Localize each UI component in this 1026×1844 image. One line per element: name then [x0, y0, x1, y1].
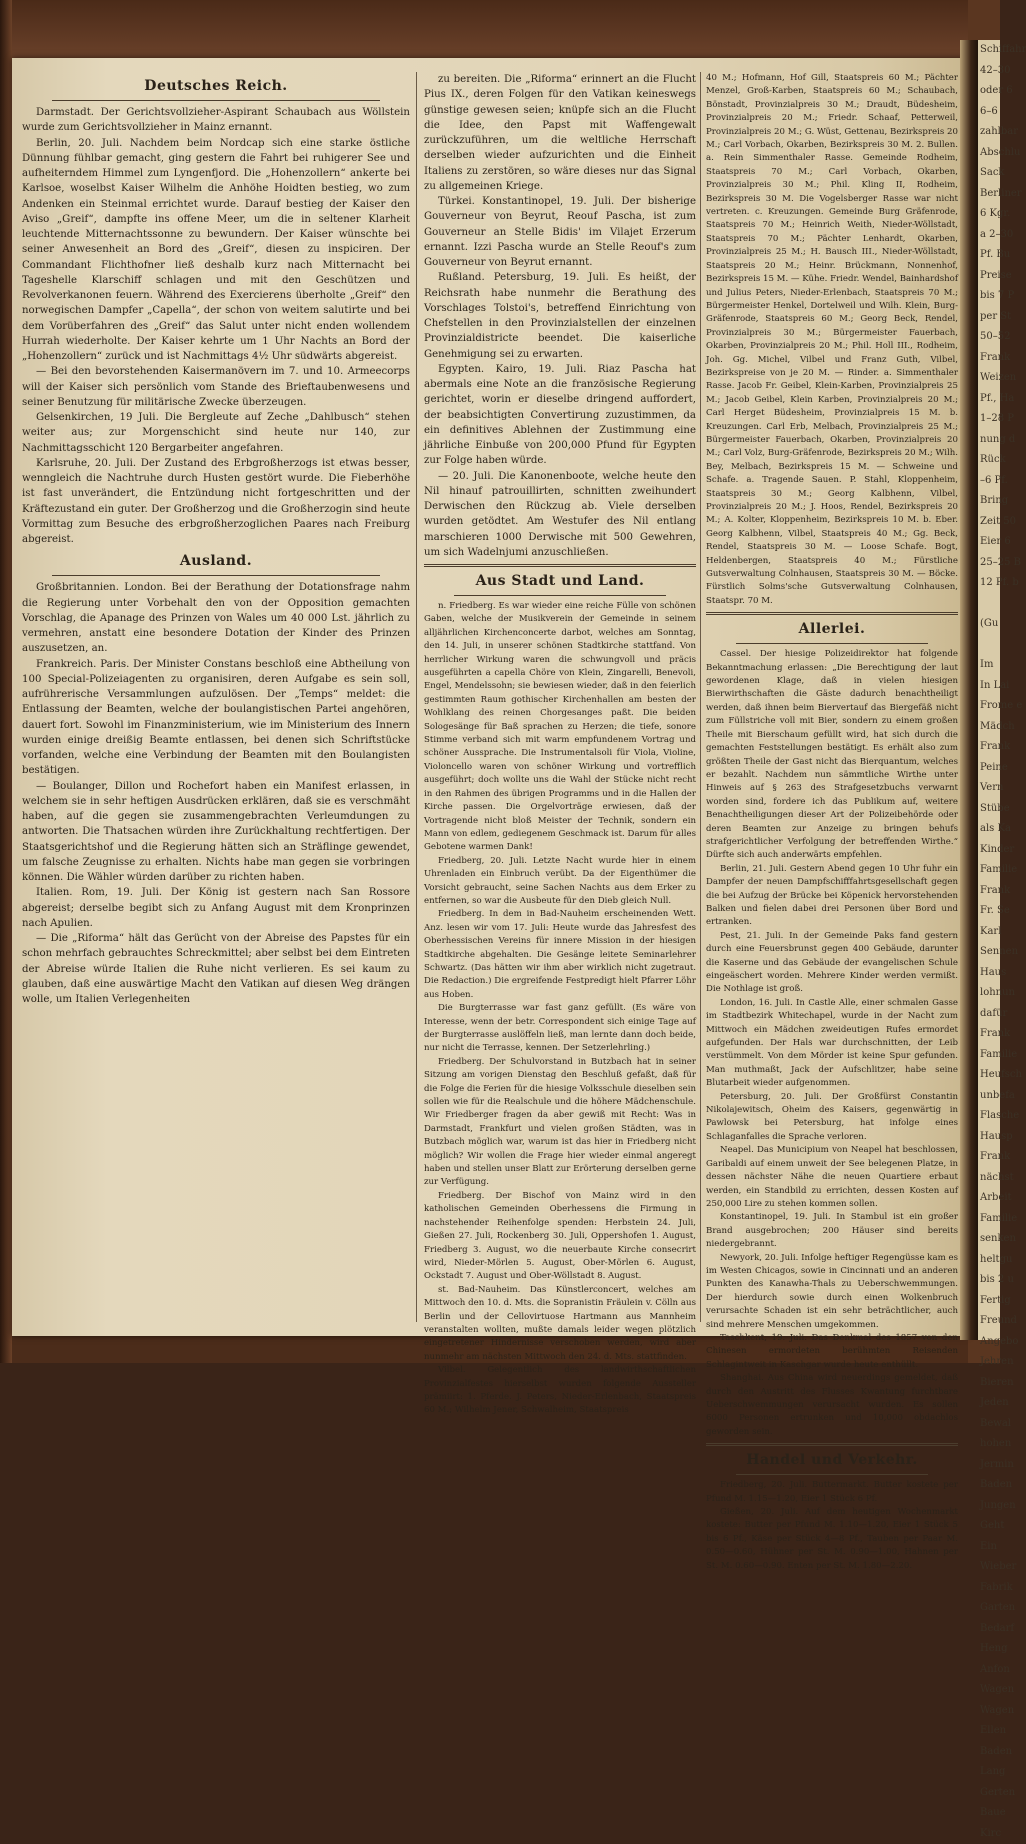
- next-page-fragment: Frank: [978, 1147, 1000, 1168]
- article: 40 M.; Hofmann, Hof Gill, Staatspreis 60 M.; Pächter Menzel, Groß-Karben, Staatspreis 60 M.; Schaubach, Bönstadt, Provinzialpreis 30 M.; Draudt, Büdesheim, Provinzialpreis 20 M.; Friedr. Schaaf, Petterweil, Provinzialpreis 20 M.; G. Wüst, Gettenau, Bezirkspreis 20 M.; Carl Vorbach, Okarben, Bezirkspreis 30 M. 2. Bullen. a. Rein Simmenthaler Rasse. Gemeinde Rodheim, Staatspreis 70 M.; Carl Vorbach, Okarben, Provinzialpreis 30 M.; Phil. Kling II, Rodheim, Bezirkspreis 30 M. Die Vogelsberger Rasse war nicht vertreten. c. Kreuzungen. Gemeinde Burg Gräfenrode, Staatspreis 70 M.; Heinrich Weith, Nieder-Wöllstadt, Staatspreis 70 M.; Pächter Lenhardt, Okarben, Provinzialpreis 25 M.; H. Bausch III., Nieder-Wöllstadt, Staatspreis 20 M.; Heinr. Brückmann, Nonnenhof, Bezirkspreis 15 M. — Kühe. Friedr. Wendel, Bainhardshof und Julius Peters, Nieder-Erlenbach, Staatspreis 70 M.; Bürgermeister Henkel, Dortelweil und Wilh. Klein, Burg-Gräfenrode, Staatspreis 60 M.; Georg Beck, Rendel, Provinzialpreis 30 M.; Bürgermeister Fauerbach, Okarben, Provinzialpreis 20 M.; Phil. Holl III., Rodheim, Joh. Gg. Michel, Vilbel und Franz Guth, Vilbel, Bezirkspreise von je 20 M. — Rinder. a. Simmenthaler Rasse. Jacob Fr. Geibel, Klein-Karben, Provinzialpreis 25 M.; Jacob Geibel, Klein Karben, Provinzialpreis 20 M.; Carl Herget Büdesheim, Provinzialpreis 15 M. b. Kreuzungen. Carl Erb, Melbach, Provinzialpreis 25 M.; Bürgermeister Fauerbach, Okarben, Provinzialpreis 20 M.; Carl Volz, Burg-Gräfenrode, Bezirkspreis 20 M.; Wilh. Bey, Melbach, Bezirkspreis 15 M. — Schweine und Schafe. a. Tragende Sauen. P. Stahl, Kloppenheim, Staatspreis 30 M.; Georg Kalbhenn, Vilbel, Provinzialpreis 20 M.; J. Hoos, Rendel, Bezirkspreis 20 M.; A. Kolter, Kloppenheim, Bezirkspreis 10 M. b. Eber. Georg Kalbhenn, Vilbel, Staatspreis 40 M.; Gg. Beck, Rendel, Staatspreis 30 M. — Loose Schafe. Bogt, Heldenbergen, Staatspreis 40 M.; Fürstliche Gutsverwaltung Colnhausen, Staatspreis 30 M. — Böcke. Fürstlich Solms'sche Gutsverwaltung Colnhausen, Staatspr. 70 M.: [706, 72, 958, 608]
- article: Vilbel. Gelegentlich des landwirthschaftlichen Provinzialfestes hierselbst wurden folgende Aussteller prämiirt: 1. Pferde. J. Peters, Nieder-Erlenbach, Staatspreis 60 M.; Wilhelm Jener, Schwalheim, Staatspreis: [424, 1364, 696, 1418]
- next-page-fragment: Familie: [978, 1209, 1000, 1230]
- next-page-fragment: Weizen: [978, 368, 1000, 389]
- section-rule: [424, 564, 696, 567]
- next-page-fragment: Garten: [978, 1598, 1000, 1619]
- next-page-fragment: Ellen: [978, 1721, 1000, 1742]
- next-page-fragment: Heufsch: [978, 1065, 1000, 1086]
- next-page-fragment: Baden: [978, 1475, 1000, 1496]
- next-page-fragment: Rück: [978, 450, 1000, 471]
- article: Karlsruhe, 20. Juli. Der Zustand des Erbgroßherzogs ist etwas besser, wenngleich die Nachtruhe durch Husten gestört wurde. Die Fieberhöhe ist fast unverändert, die Entzündung nicht fortgeschritten und der Kräftezustand ein guter. Der Großherzog und die Großherzogin sind heute Vormittag zum Besuche des erbgroßherzoglichen Paares nach Freiburg abgereist.: [22, 456, 410, 548]
- next-page-fragment: Abschlu: [978, 143, 1000, 164]
- next-page-fragment: nung d: [978, 430, 1000, 451]
- next-page-fragment: nächst: [978, 1168, 1000, 1189]
- next-page-fragment: lohnun: [978, 983, 1000, 1004]
- next-page-fragment: per St: [978, 307, 1000, 328]
- article: Großbritannien. London. Bei der Berathung der Dotationsfrage nahm die Regierung unter Vorbehalt den von der Opposition gemachten Vorschlag, die Apanage des Prinzen von Wales um 40 000 Lst. jährlich zu vermehren, anstatt eine besondere Dotation der Kinder des Prinzen auszusetzen, an.: [22, 580, 410, 656]
- next-page-fragment: Pf., Ha: [978, 389, 1000, 410]
- article: Frankreich. Paris. Der Minister Constans beschloß eine Abtheilung von 100 Special-Polizeiagenten zu organisiren, deren Aufgabe es sein soll, aufrührerische Versammlungen aufzulösen. Der „Temps“ meldet: die Entlassung der Beamten, welche der boulangistischen Partei angehören, dauert fort. Sowohl im Finanzministerium, wie im Ministerium des Innern wurden einige dreißig Beamte entlassen, bei denen sich Schriftstücke vorfanden, welche eine Verbindung der Beamten mit den Boulangisten bestätigen.: [22, 657, 410, 779]
- next-page-fragment: zahlbar: [978, 122, 1000, 143]
- next-page-fragment: Frank: [978, 348, 1000, 369]
- next-page-fragment: senken: [978, 1229, 1000, 1250]
- heading-rule: [736, 643, 928, 644]
- next-page-fragment: Stübe: [978, 799, 1000, 820]
- next-page-fragment: Geht: [978, 1516, 1000, 1537]
- article: Gießen, 20. Juli. Auf dem heutigen Wochenmarkt kostete: Butter per Pfund M. 1.10—1.20, Eier 1 Stück 5 bis 6 Pf., Käse per Stück 4—8 Pf., Tauben per Paar M. 0.50—0.60, Hühner per St. M. 0.90—1.00, Hahnen per St. M. 0.60—0.90. Enten per St. M. 1.80—2.20.: [706, 1506, 958, 1573]
- next-page-fragment: Ein: [978, 1537, 1000, 1558]
- next-page-fragment: Eier 6: [978, 532, 1000, 553]
- section-heading-allerlei: Allerlei.: [706, 619, 958, 639]
- column-rule: [700, 72, 701, 1322]
- article: n. Friedberg. Es war wieder eine reiche Fülle von schönen Gaben, welche der Musikverein der Gemeinde in seinem alljährlichen Kirchenconcerte darbot, welches am Sonntag, den 14. Juli, in unserer schönen Stadtkirche stattfand. Von herrlicher Wirkung waren die schwungvoll und präcis ausgeführten a capella Chöre von Klein, Zingarelli, Benevoli, Engel, Mendelssohn; sie bewiesen wieder, daß in den feierlich gestimmten Raum gothischer Kirchenhallen am besten der Wohlklang des reinen Chorgesanges paßt. Die beiden Sologesänge für Baß sprachen zu Herzen; die tiefe, sonore Stimme verband sich mit warm empfundenem Vortrag und schöner Aussprache. Die Instrumentalsoli für Viola, Violine, Violoncello waren von schöner Wirkung und vortrefflich ausgeführt; doch wollte uns die Wahl der Stücke nicht recht in den Rahmen des übrigen Programms und in die Hallen der Kirche passen. Die Orgelvorträge erwiesen, daß der Vortragende nicht bloß Meister der Technik, sondern ein Mann von edlem, gediegenem Geschmack ist. Darum für alles Gebotene warmen Dank!: [424, 600, 696, 855]
- article: — 20. Juli. Die Kanonenboote, welche heute den Nil hinauf patrouillirten, schnitten zweihundert Derwischen den Rückzug ab. Viele derselben wurden getödtet. Am Westufer des Nil entlang marschieren 1000 Derwische mit 500 Gewehren, um sich Wadelnjumi anzuschließen.: [424, 469, 696, 561]
- section-rule: [706, 612, 958, 615]
- next-page-fragment: –6 Pf.: [978, 471, 1000, 492]
- next-page-fragment: Mädch: [978, 717, 1000, 738]
- next-page-fragment: Jehren: [978, 1352, 1000, 1373]
- next-page-fragment: Zeit 50: [978, 512, 1000, 533]
- next-page-fragment: Wagen: [978, 1701, 1000, 1722]
- next-page-fragment: [978, 635, 1000, 656]
- article: Berlin, 20. Juli. Nachdem beim Nordcap sich eine starke östliche Dünnung fühlbar gemacht, ging gestern die Fahrt bei ruhigerer See und aufheiterndem Himmel zum Lyngenfjord. Die „Hohenzollern“ ankerte bei Karlsoe, woselbst Kaiser Wilhelm die Anhöhe Hoidten bestieg, wo zum Andenken ein Steinmal errichtet wurde. Darauf bestieg der Kaiser den Aviso „Greif“, dampfte ins offene Meer, um die in seltener Klarheit leuchtende Mitternachtssonne zu bewundern. Der Kaiser wünschte bei seiner Anwesenheit an Bord des „Greif“, diesen zu inspiciren. Der Commandant Flichthofner ließ deshalb kurz nach Mitternacht bei Tageshelle Klarschiff schlagen und mit den Geschützen und Revolverkanonen feuern. Während des Exercierens überholte „Greif“ den norwegischen Dampfer „Capella“, der schon von weitem salutirte und bei dem Vorüberfahren des „Greif“ das Salut unter nicht enden wollendem Hurrah wiederholte. Der Kaiser kehrte um 1 Uhr Nachts an Bord der „Hohenzollern“ zurück und ist Nachmittags 4½ Uhr südwärts abgereist.: [22, 136, 410, 365]
- next-page-fragment: Baden: [978, 1742, 1000, 1763]
- prize-list-block: [706, 72, 958, 608]
- next-page-fragment: Familie: [978, 1045, 1000, 1066]
- section-heading-ausland: Ausland.: [22, 551, 410, 571]
- article: Friedberg, 20. Juli. Letzte Nacht wurde hier in einem Uhrenladen ein Einbruch verübt. Da der Eigenthümer die Vorsicht gebraucht, seine Sachen Nachts aus dem Erker zu entfernen, so war die Ausbeute für den Dieb gleich Null.: [424, 855, 696, 909]
- next-page-fragment: Bewal: [978, 1414, 1000, 1435]
- article: Taschkent, 19. Juli. Das Denkmal des 1857 von den Chinesen ermordeten berühmten Reisenden Schlagintweit in Kaschgar wurde heute enthüllt.: [706, 1332, 958, 1372]
- column-rule: [416, 72, 417, 1322]
- next-page-fragment: Arbeit: [978, 1188, 1000, 1209]
- next-page-fragment: Gerten: [978, 1783, 1000, 1804]
- next-page-fragment: Angebo: [978, 1332, 1000, 1353]
- next-page-fragment: Karl: [978, 922, 1000, 943]
- next-page-fragment: Vern: [978, 778, 1000, 799]
- article: Friedberg. Der Bischof von Mainz wird in den katholischen Gemeinden Oberhessens die Firmung in nachstehender Reihenfolge spenden: Herbstein 24. Juli, Gießen 27. Juli, Rockenberg 30. Juli, Oppershofen 1. August, Friedberg 3. August, wo die neuerbaute Kirche consecrirt wird, Nieder-Mörlen 5. August, Ober-Mörlen 6. August, Ockstadt 7. August und Ober-Wöllstadt 8. August.: [424, 1190, 696, 1284]
- heading-rule: [454, 595, 666, 596]
- book-gutter: [960, 40, 978, 1340]
- newspaper-page: [12, 58, 968, 1336]
- next-page-fragment: Haus: [978, 963, 1000, 984]
- local-news-block: [424, 600, 696, 1418]
- next-page-fragment: hohen: [978, 1434, 1000, 1455]
- next-page-fragment: Frank: [978, 737, 1000, 758]
- next-page-fragment: oder 6: [978, 81, 1000, 102]
- article: Italien. Rom, 19. Juli. Der König ist gestern nach San Rossore abgereist; derselbe begibt sich zu Anfang August mit dem Kronprinzen nach Apulien.: [22, 885, 410, 931]
- next-page-fragment: Sennen: [978, 942, 1000, 963]
- article: Berlin, 21. Juli. Gestern Abend gegen 10 Uhr fuhr ein Dampfer der neuen Dampfschifffahrtsgesellschaft gegen die bei Aufzug der Brücke bei Köpenick hervorstehenden Balken und fielen dabei drei Personen über Bord und ertranken.: [706, 863, 958, 930]
- next-page-fragment: Wagen: [978, 1680, 1000, 1701]
- next-page-fragment: In Lai: [978, 676, 1000, 697]
- next-page-fragment: Jermin: [978, 1455, 1000, 1476]
- article: Neapel. Das Municipium von Neapel hat beschlossen, Garibaldi auf einem unweit der See belegenen Platze, in dessen nächster Nähe die neuen Quartiere erbaut werden, ein Standbild zu errichten, dessen Kosten auf 250,000 Lire zu stehen kommen sollen.: [706, 1144, 958, 1211]
- next-page-fragment: Frank: [978, 1024, 1000, 1045]
- next-page-fragment: Familie: [978, 860, 1000, 881]
- next-page-fragment: Bedarf: [978, 1619, 1000, 1640]
- next-page-fragment: a 2–30: [978, 225, 1000, 246]
- next-page-fragment: 12 Pf. b: [978, 573, 1000, 594]
- left-book-edge: [0, 0, 12, 1363]
- article: Gelsenkirchen, 19 Juli. Die Bergleute auf Zeche „Dahlbusch“ stehen weiter aus; zur Morgenschicht sind heute nur 140, zur Nachmittagsschicht 120 Bergarbeiter angefahren.: [22, 410, 410, 456]
- section-heading-deutsches-reich: Deutsches Reich.: [22, 76, 410, 96]
- next-page-fragment: Fr. Se: [978, 901, 1000, 922]
- article: Egypten. Kairo, 19. Juli. Riaz Pascha hat abermals eine Note an die französische Regierung gerichtet, worin er dieselbe dringend auffordert, der beabsichtigten Convertirung zuzustimmen, da ein definitives Ablehnen der Zustimmung eine jährliche Einbuße von 200,000 Pfund für Egypten zur Folge haben würde.: [424, 362, 696, 469]
- heading-rule: [736, 1474, 928, 1475]
- next-page-fragment: Berliner: [978, 184, 1000, 205]
- column-3: [706, 72, 958, 1573]
- market-report-block: [706, 1479, 958, 1573]
- article: — Die „Riforma“ hält das Gerücht von der Abreise des Papstes für ein schon mehrfach gebrauchtes Schreckmittel; aber selbst bei dem Eintreten der Abreise würde Italien die Ruhe nicht verlieren. Es sei kaum zu glauben, daß eine auswärtige Macht den Vatikan auf diesen Weg drängen wolle, um Italien Verlegenheiten: [22, 931, 410, 1007]
- next-page-fragment: 50–52: [978, 327, 1000, 348]
- next-page-fragment: 42–30: [978, 61, 1000, 82]
- next-page-fragment: als Ka: [978, 819, 1000, 840]
- article: Pest, 21. Juli. In der Gemeinde Paks fand gestern durch eine Feuersbrunst gegen 400 Gebäude, darunter die Kaserne und das Gebäude der evangelischen Schule eingeäschert worden. Mehrere Kinder werden vermißt. Die Nothlage ist groß.: [706, 930, 958, 997]
- article: Friedberg. In dem in Bad-Nauheim erscheinenden Wett. Anz. lesen wir vom 17. Juli: Heute wurde das Jahresfest des Oberhessischen Vereins für innere Mission in der hiesigen Stadtkirche abgehalten. Die Gesänge leitete Seminarlehrer Schwartz. (Das hätten wir ihm aber wirklich nicht zugetraut. Die Redaction.) Die ergreifende Festpredigt hielt Pfarrer Löhr aus Hoben.: [424, 908, 696, 1002]
- article: London, 16. Juli. In Castle Alle, einer schmalen Gasse im Stadtbezirk Whitechapel, wurde in der Nacht zum Mittwoch ein Mädchen zweideutigen Rufes ermordet aufgefunden. Der Hals war durchschnitten, der Leib verstümmelt. Von dem Mörder ist keine Spur gefunden. Man muthmaßt, Jack der Aufschlitzer, habe seine Blutarbeit wieder aufgenommen.: [706, 997, 958, 1091]
- next-page-fragment: Kinder: [978, 840, 1000, 861]
- next-page-fragment: Hausp: [978, 1127, 1000, 1148]
- article: — Bei den bevorstehenden Kaisermanövern im 7. und 10. Armeecorps will der Kaiser sich persönlich vom Stande des Brieftaubenwesens und seiner Benutzung für militärische Zwecke überzeugen.: [22, 364, 410, 410]
- next-page-fragment: Lang: [978, 1762, 1000, 1783]
- next-page-fragment: Jungen: [978, 1496, 1000, 1517]
- section-heading-aus-stadt-und-land: Aus Stadt und Land.: [424, 571, 696, 591]
- next-page-fragment: bis 7 P: [978, 286, 1000, 307]
- article: Newyork, 20. Juli. Infolge heftiger Regengüsse kam es im Westen Chicagos, sowie in Cincinnati und an anderen Punkten des Kanawha-Thals zu Ueberschwemmungen. Der hierdurch sowie durch einen Wolkenbruch verursachte Schaden ist ein sehr beträchtlicher, auch sind mehrere Menschen umgekommen.: [706, 1252, 958, 1332]
- next-page-fragment: Bieren: [978, 1373, 1000, 1394]
- next-page-fragment: dafür: [978, 1004, 1000, 1025]
- article: Friedberg. Der Schulvorstand in Butzbach hat in seiner Sitzung am vorigen Dienstag den Beschluß gefaßt, daß für die Folge die Ferien für die hiesige Volksschule dieselben sein sollen wie für die Realschule und die höhere Mädchenschule. Wir Friedberger fragen da aber gewiß mit Recht: Was in Darmstadt, Frankfurt und vielen großen Städten, was in Butzbach möglich war, warum ist das hier in Friedberg nicht möglich? Wir wollen die Frage hier wieder einmal angeregt haben und stellen unser Blatt zur Erörterung derselben gerne zur Verfügung.: [424, 1056, 696, 1190]
- next-page-fragment: Peine: [978, 758, 1000, 779]
- next-page-fragment: Schiffahr: [978, 40, 1000, 61]
- next-page-fragment: (Gu: [978, 614, 1000, 635]
- next-page-fragment: Anfon: [978, 1660, 1000, 1681]
- next-page-fragment: Heng: [978, 1639, 1000, 1660]
- top-book-edge: [12, 0, 968, 58]
- article: Konstantinopel, 19. Juli. In Stambul ist ein großer Brand ausgebrochen; 200 Häuser sind bereits niedergebrannt.: [706, 1211, 958, 1251]
- next-page-fragment: Baue: [978, 1803, 1000, 1824]
- article: st. Bad-Nauheim. Das Künstlerconcert, welches am Mittwoch den 10. d. Mts. die Sopranistin Fräulein v. Cölln aus Berlin und der Cellovirtuose Hartmann aus Mannheim veranstalten wollten, mußte damals leider wegen plötzlich eingetretener Hindernisse verschoben werden, wird aber nunmehr am nächsten Mittwoch den 24. d. Mts. stattfinden.: [424, 1284, 696, 1364]
- next-page-fragment: Pf. Bu: [978, 245, 1000, 266]
- next-page-fragment: Preise: [978, 266, 1000, 287]
- next-page-fragment: Fabrik: [978, 1578, 1000, 1599]
- next-page-fragment: Jeden: [978, 1393, 1000, 1414]
- miscellany-block: [706, 648, 958, 1439]
- next-page-fragment: [978, 594, 1000, 615]
- heading-rule: [52, 575, 380, 576]
- section-heading-handel-und-verkehr: Handel und Verkehr.: [706, 1450, 958, 1470]
- next-page-fragment: Fertig: [978, 1291, 1000, 1312]
- next-page-fragment: Wieber: [978, 1557, 1000, 1578]
- article: Petersburg, 20. Juli. Der Großfürst Constantin Nikolajewitsch, Oheim des Kaisers, gegenwärtig in Pawlowsk bei Petersburg, hat infolge eines Schlaganfalles die Sprache verloren.: [706, 1091, 958, 1145]
- next-page-fragment: Kirc: [978, 1824, 1000, 1844]
- next-page-fragment: unbefa: [978, 1086, 1000, 1107]
- next-page-fragment: Bring: [978, 491, 1000, 512]
- article: Rußland. Petersburg, 19. Juli. Es heißt, der Reichsrath habe nunmehr die Berathung des Vorschlages Tolstoi's, betreffend Einrichtung von Chefstellen in den Provinzialstellen der einzelnen Provinzialdistricte beendet. Die kaiserliche Genehmigung sei zu erwarten.: [424, 270, 696, 362]
- next-page-fragment: Frome e: [978, 696, 1000, 717]
- article: zu bereiten. Die „Riforma“ erinnert an die Flucht Pius IX., deren Folgen für den Vatikan keineswegs günstige gewesen seien; knüpfe sich an die Flucht die Idee, den Papst mit Waffengewalt zurückzuführen, um die weltliche Herrschaft derselben wieder aufzurichten und die Einheit Italiens zu zerstören, so wäre dieses nur das Signal zu allgemeinen Kriege.: [424, 72, 696, 194]
- next-page-fragment: Flasche: [978, 1106, 1000, 1127]
- article: — Boulanger, Dillon und Rochefort haben ein Manifest erlassen, in welchem sie in sehr heftigen Ausdrücken erklären, daß sie es verschmäht haben, auf die gegen sie zusammengebrachten Verleumdungen zu antworten. Die Thatsachen würden ihre Zurückhaltung rechtfertigen. Der Staatsgerichtshof und die Regierung hätten sich an Sträflinge gewendet, um falsche Zeugnisse zu erhalten. Nichts habe man gegen sie vorbringen können. Die Wähler würden darüber zu richten haben.: [22, 779, 410, 886]
- article: Darmstadt. Der Gerichtsvollzieher-Aspirant Schaubach aus Wöllstein wurde zum Gerichtsvollzieher in Mainz ernannt.: [22, 105, 410, 136]
- next-page-fragment: Im: [978, 655, 1000, 676]
- next-page-fragment: 6–6: [978, 102, 1000, 123]
- next-page-fragment: 6 Kgr.: [978, 204, 1000, 225]
- next-page-fragment: heltgu: [978, 1250, 1000, 1271]
- next-page-fragment: Frank: [978, 881, 1000, 902]
- article: Türkei. Konstantinopel, 19. Juli. Der bisherige Gouverneur von Beyrut, Reouf Pascha, ist zum Gouverneur an Stelle Bidis' im Vilajet Erzerum ernannt. Izzi Pascha wurde an Stelle Reouf's zum Gouverneur von Beyrut ernannt.: [424, 194, 696, 270]
- article: Shanghai. Aus China wird neuerdings gemeldet, daß durch den Austritt des Flusses Kwantung furchtbare Ueberschwemmungen verursacht wurden. Es sollen 6000 Personen ertrunken und 10,000 obdachlos geworden sein.: [706, 1372, 958, 1439]
- column-1: [22, 72, 410, 1007]
- article: Die Burgterrasse war fast ganz gefüllt. (Es wäre von Interesse, wenn der betr. Correspondent sich einige Tage auf der Burgterrasse auslöffeln ließ, man lernte dann doch beide, nur nicht die Terrasse, kennen. Der Setzerlehrling.): [424, 1002, 696, 1056]
- next-page-fragment: Freund: [978, 1311, 1000, 1332]
- article: Friedberg, 20. Juli. Buttermarkt. Butter kostete per Pfund M. 1.15—1.20, Eier 1 Stück 6 Pf.: [706, 1479, 958, 1506]
- next-page-fragment: Sack: [978, 163, 1000, 184]
- column-2: [424, 72, 696, 1418]
- next-page-fragment: 25–25 B: [978, 553, 1000, 574]
- next-page-fragment: bis 2 u: [978, 1270, 1000, 1291]
- article: Cassel. Der hiesige Polizeidirektor hat folgende Bekanntmachung erlassen: „Die Berechtigung der laut gewordenen Klage, daß in vielen hiesigen Bierwirthschaften die Gäste dadurch benachtheiligt werden, daß ihnen beim Biervertauf das Biergefäß nicht zum Füllstriche voll mit Bier, sondern zu einem großen Theile mit Bierschaum gefüllt wird, hat sich durch die gemachten Feststellungen bestätigt. Es erhält also zum größten Theile der Gast nicht das Bierquantum, welches er bezahlt. Nachdem nun sämmtliche Wirthe unter Hinweis auf § 263 des Strafgesetzbuchs verwarnt worden sind, fordere ich das Publikum auf, weitere Benachtheiligungen dieser Art der Polizeibehörde oder deren Beamten zur Anzeige zu bringen behufs strafgerichtlicher Verfolgung der betreffenden Wirthe.“ Dürfte sich auch anderwärts empfehlen.: [706, 648, 958, 863]
- next-page-fragment: 1–28 P: [978, 409, 1000, 430]
- next-page-edge: [978, 40, 1000, 1340]
- section-rule: [706, 1443, 958, 1446]
- heading-rule: [52, 100, 380, 101]
